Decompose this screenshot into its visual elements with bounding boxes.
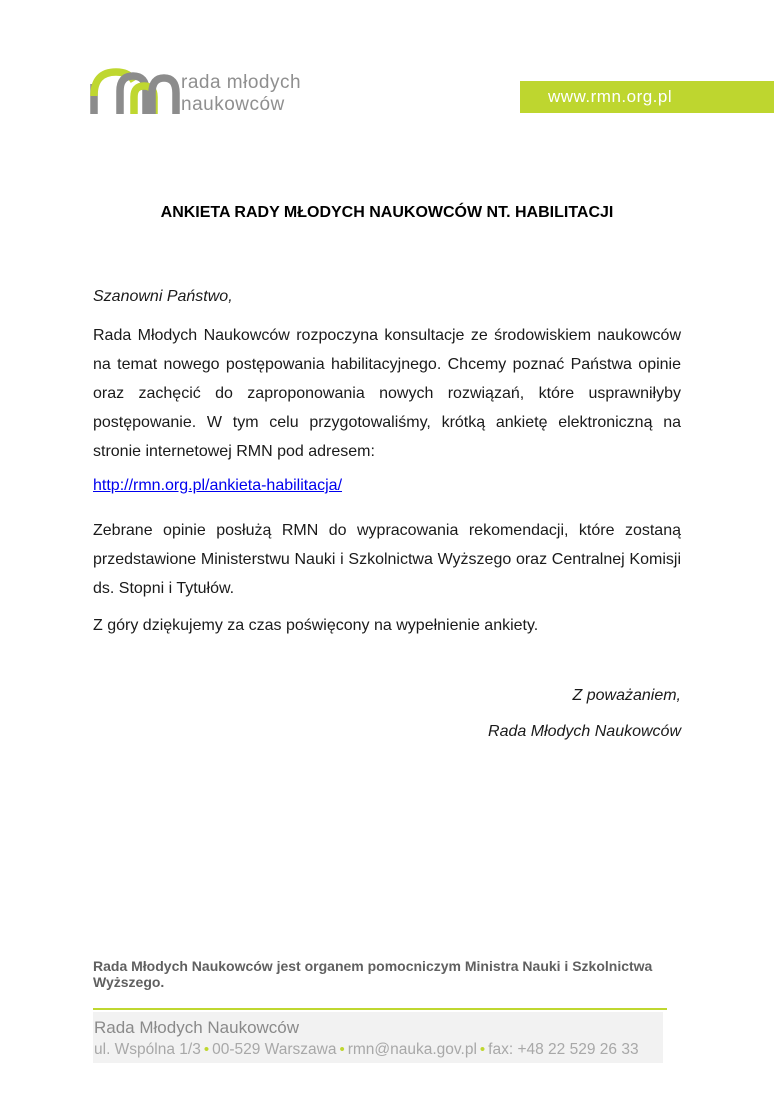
bullet-separator-icon: •	[339, 1041, 345, 1058]
rmn-logo-icon	[88, 64, 180, 116]
paragraph-intro: Rada Młodych Naukowców rozpoczyna konsultacje ze środowiskiem naukowców na temat nowego postępowania habilitacyjnego. Chcemy poznać Państwa opinie oraz zachęcić do zaproponowania nowych rozwiązań, które usprawniłyby postępowanie. W tym celu przygotowaliśmy, krótką ankietę elektroniczną na stronie internetowej RMN pod adresem:	[93, 327, 681, 460]
footer-org-name: Rada Młodych Naukowców	[94, 1018, 300, 1037]
closing-salutation: Z poważaniem,	[572, 687, 681, 704]
salutation: Szanowni Państwo,	[93, 288, 233, 305]
logo-wordmark-line1: rada młodych	[181, 72, 302, 93]
footer-fax: fax: +48 22 529 26 33	[488, 1041, 639, 1058]
website-url: www.rmn.org.pl	[548, 87, 673, 106]
paragraph-recommendations: Zebrane opinie posłużą RMN do wypracowania rekomendacji, które zostaną przedstawione Ministerstwu Nauki i Szkolnictwa Wyższego oraz Centralnej Komisji ds. Stopni i Tytułów.	[93, 522, 681, 597]
closing-signature: Rada Młodych Naukowców	[488, 723, 681, 740]
bullet-separator-icon: •	[203, 1041, 210, 1058]
survey-link-line	[93, 477, 342, 495]
footer-contact-block	[93, 1012, 663, 1063]
website-banner	[520, 81, 774, 113]
logo-wordmark	[181, 72, 301, 116]
footer-note: Rada Młodych Naukowców jest organem pomocniczym Ministra Nauki i Szkolnictwa Wyższego.	[93, 958, 653, 990]
footer-email: rmn@nauka.gov.pl	[347, 1041, 477, 1058]
logo-wordmark-line2: naukowców	[181, 94, 285, 115]
paragraph-thanks: Z góry dziękujemy za czas poświęcony na wypełnienie ankiety.	[93, 617, 539, 634]
footer-divider	[93, 1008, 667, 1010]
footer-street: ul. Wspólna 1/3	[94, 1041, 201, 1058]
bullet-separator-icon: •	[479, 1041, 486, 1058]
survey-link[interactable]: http://rmn.org.pl/ankieta-habilitacja/	[93, 477, 343, 494]
footer-address	[94, 1039, 663, 1061]
footer-city: 00-529 Warszawa	[212, 1041, 337, 1058]
letter-title: ANKIETA RADY MŁODYCH NAUKOWCÓW NT. HABILITACJI	[160, 204, 614, 221]
